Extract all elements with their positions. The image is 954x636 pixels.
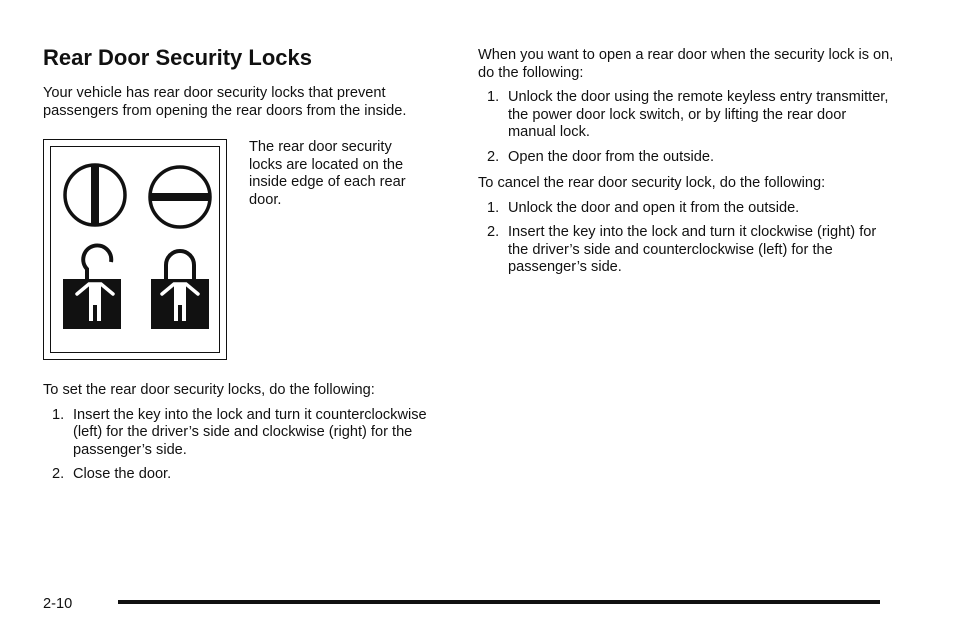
- right-column: [478, 47, 898, 284]
- figure-row: [43, 139, 453, 360]
- child-locked-icon: [151, 251, 209, 329]
- lock-vertical-slot-icon: [65, 164, 125, 226]
- page-title: Rear Door Security Locks: [43, 45, 312, 70]
- left-column: [43, 44, 453, 491]
- open-door-intro: When you want to open a rear door when the security lock is on, do the following:: [478, 47, 894, 81]
- set-locks-intro: To set the rear door security locks, do the following:: [43, 382, 375, 398]
- child-unlocked-icon: [63, 245, 121, 329]
- lock-horizontal-slot-icon: [149, 167, 211, 227]
- list-item: 1. Unlock the door using the remote keyless entry transmitter, the power door lock switch, or by lifting the rear door manual lock.: [487, 89, 889, 140]
- list-item: 2. Open the door from the outside.: [487, 148, 715, 165]
- cancel-lock-steps: [478, 200, 898, 277]
- set-locks-steps: [43, 407, 453, 484]
- cancel-lock-intro: To cancel the rear door security lock, do the following:: [478, 175, 826, 191]
- page-number: 2-10: [43, 596, 73, 612]
- open-door-steps: [478, 89, 898, 166]
- lock-diagram-figure: [43, 139, 227, 360]
- figure-caption: The rear door security locks are located on the inside edge of each rear door.: [249, 139, 406, 208]
- list-item: 2. Insert the key into the lock and turn it clockwise (right) for the driver’s side and counterclockwise (left) for the passenger’s side.: [487, 224, 877, 275]
- list-item: 2. Close the door.: [52, 466, 172, 482]
- list-item: 1. Unlock the door and open it from the outside.: [487, 199, 800, 216]
- intro-paragraph: Your vehicle has rear door security locks that prevent passengers from opening the rear doors from the inside.: [43, 85, 407, 119]
- footer-rule: [118, 600, 880, 604]
- lock-diagram: [51, 147, 221, 353]
- list-item: 1. Insert the key into the lock and turn it counterclockwise (left) for the driver’s side and clockwise (right) for the passenger’s side.: [52, 406, 427, 458]
